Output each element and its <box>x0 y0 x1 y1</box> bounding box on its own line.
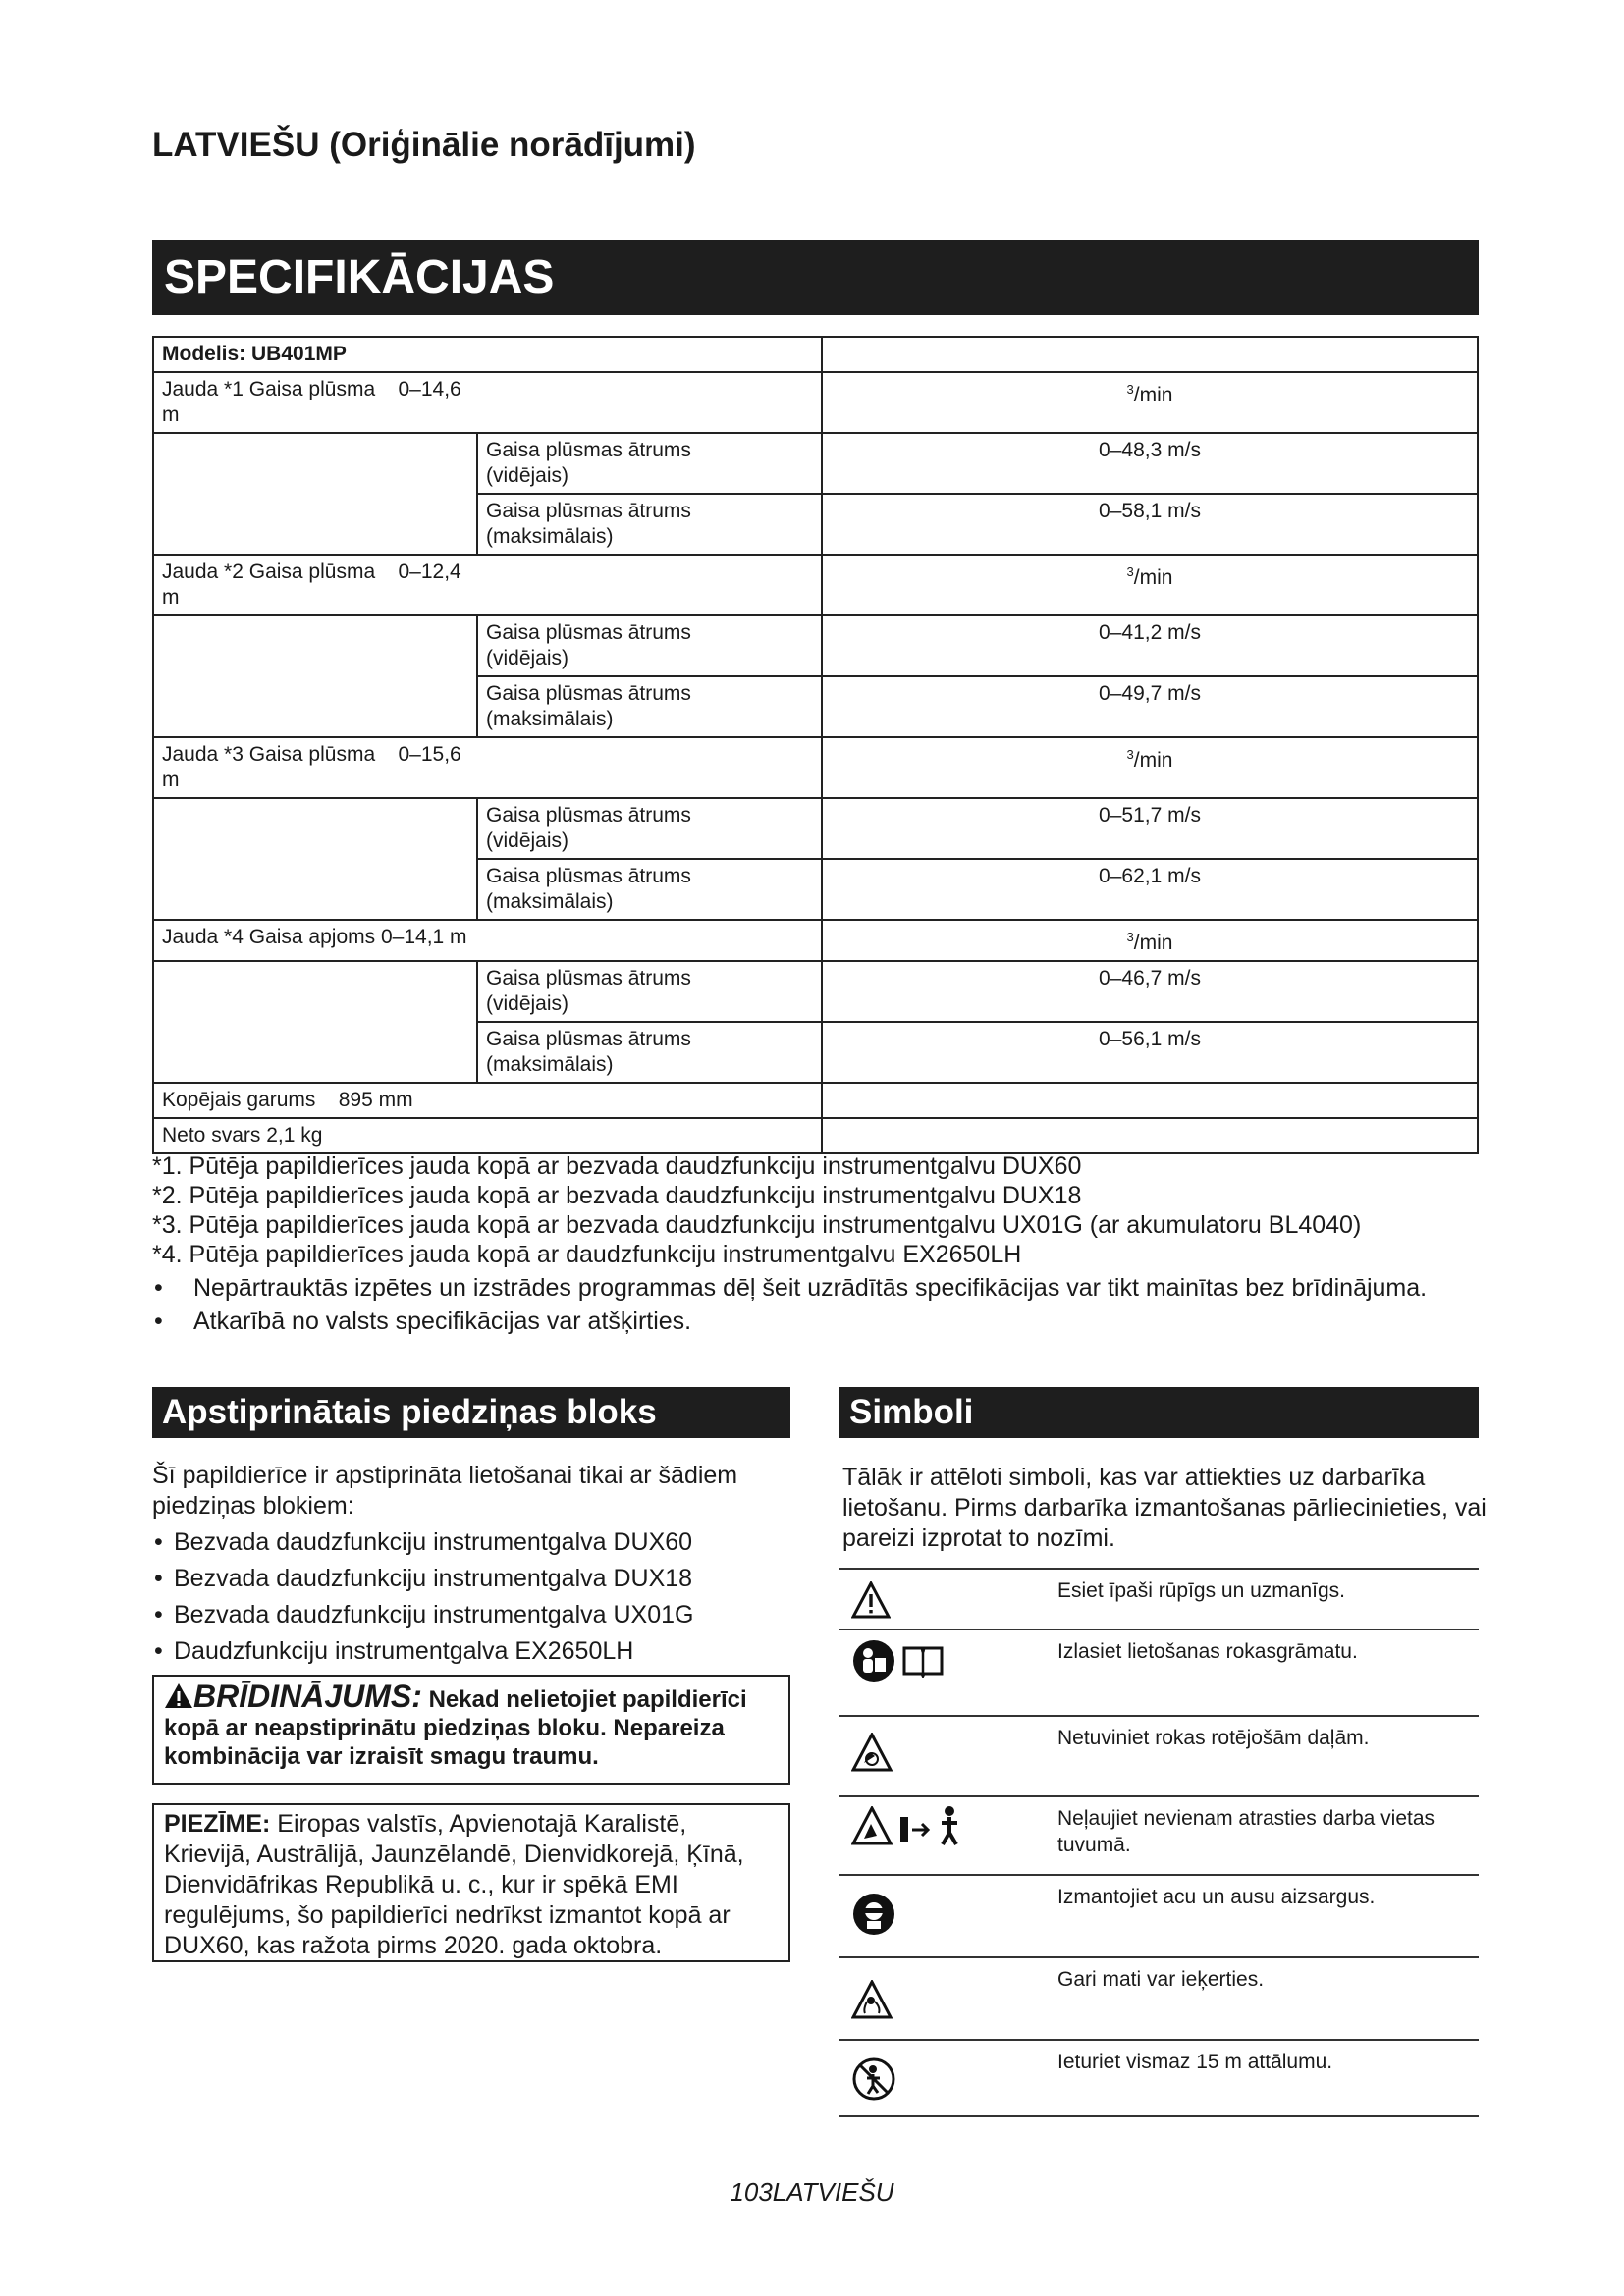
max-speed-value: 0–58,1 m/s <box>822 494 1478 555</box>
list-item: • Bezvada daudzfunkciju instrumentgalva UX01G <box>152 1600 790 1630</box>
max-speed-value: 0–62,1 m/s <box>822 859 1478 920</box>
approved-list <box>152 1527 790 1667</box>
max-speed-value: 0–49,7 m/s <box>822 676 1478 737</box>
flow-unit: $^3$/min <box>822 372 1478 433</box>
max-speed-value: 0–56,1 m/s <box>822 1022 1478 1083</box>
flow-unit: $^3$/min <box>822 555 1478 615</box>
flow-unit: $^3$/min <box>822 737 1478 798</box>
long-hair-icon <box>851 1980 893 2019</box>
list-item: • Bezvada daudzfunkciju instrumentgalva DUX60 <box>152 1527 790 1558</box>
warning-triangle-icon <box>851 1581 891 1619</box>
spec-notes <box>152 1151 1488 1340</box>
list-item: • Daudzfunkciju instrumentgalva EX2650LH <box>152 1636 790 1667</box>
table-row <box>153 920 1478 961</box>
symbol-description: Izlasiet lietošanas rokasgrāmatu. <box>1057 1629 1479 1716</box>
warning-triangle-icon <box>164 1682 193 1709</box>
table-row <box>839 1569 1479 1629</box>
table-row <box>839 2040 1479 2116</box>
note-box <box>152 1803 790 1962</box>
speed-label: Jauda *1 Gaisa plūsma 0–14,6 m <box>153 372 477 433</box>
eye-ear-protection-icon <box>851 1892 896 1937</box>
avg-speed-value: 0–41,2 m/s <box>822 615 1478 676</box>
max-speed-label: Gaisa plūsmas ātrums (maksimālais) <box>477 1022 822 1083</box>
avg-speed-value: 0–51,7 m/s <box>822 798 1478 859</box>
table-row <box>153 1083 1478 1118</box>
symbol-description: Izmantojiet acu un ausu aizsargus. <box>1057 1875 1479 1957</box>
model-label: Modelis: UB401MP <box>153 337 477 372</box>
footnote-1: *1. Pūtēja papildierīces jauda kopā ar bezvada daudzfunkciju instrumentgalvu DUX60 <box>152 1152 1082 1180</box>
avg-speed-label: Gaisa plūsmas ātrums (vidējais) <box>477 798 822 859</box>
list-item: • Bezvada daudzfunkciju instrumentgalva DUX18 <box>152 1564 790 1594</box>
footnote-4: *4. Pūtēja papildierīces jauda kopā ar daudzfunkciju instrumentgalvu EX2650LH <box>152 1241 1022 1268</box>
footnote-3: *3. Pūtēja papildierīces jauda kopā ar bezvada daudzfunkciju instrumentgalvu UX01G (ar akumulatoru BL4040) <box>152 1211 1362 1239</box>
table-row <box>839 1629 1479 1716</box>
note-text: Eiropas valstīs, Apvienotajā Karalistē, Krievijā, Austrālijā, Jaunzēlandē, Dienvidkorejā, Ķīnā, Dienvidāfrikas Republikā u. c., kur ir spēkā EMI regulējums, šo papildierīci nedrīkst izmantot kopā ar DUX60, kas ražota pirms 2020. gada oktobra. <box>164 1810 744 1959</box>
table-row <box>839 1957 1479 2040</box>
flow-unit: $^3$/min <box>822 920 1478 961</box>
symbol-description: Gari mati var ieķerties. <box>1057 1957 1479 2040</box>
avg-speed-label: Gaisa plūsmas ātrums (vidējais) <box>477 433 822 494</box>
bystander-warning-icon <box>851 1806 893 1845</box>
table-row <box>153 798 1478 859</box>
spec-bullets <box>152 1273 1488 1336</box>
note-heading: PIEZĪME: <box>164 1810 271 1838</box>
avg-speed-value: 0–46,7 m/s <box>822 961 1478 1022</box>
symbols-banner: Simboli <box>839 1387 1479 1438</box>
total-length: Kopējais garums 895 mm <box>153 1083 477 1118</box>
table-row <box>153 737 1478 798</box>
table-row <box>839 1796 1479 1875</box>
max-speed-label: Gaisa plūsmas ātrums (maksimālais) <box>477 859 822 920</box>
rotating-parts-icon <box>851 1733 893 1772</box>
approved-power-unit-banner: Apstiprinātais piedziņas bloks <box>152 1387 790 1438</box>
symbol-description: Netuviniet rokas rotējošām daļām. <box>1057 1716 1479 1796</box>
footnote-2: *2. Pūtēja papildierīces jauda kopā ar bezvada daudzfunkciju instrumentgalvu DUX18 <box>152 1182 1082 1209</box>
speed-label: Jauda *2 Gaisa plūsma 0–12,4 m <box>153 555 477 615</box>
table-row <box>153 1118 1478 1153</box>
symbol-description: Ieturiet vismaz 15 m attālumu. <box>1057 2040 1479 2116</box>
table-row <box>153 372 1478 433</box>
avg-speed-label: Gaisa plūsmas ātrums (vidējais) <box>477 615 822 676</box>
keep-distance-icon <box>851 2056 896 2102</box>
warning-box <box>152 1675 790 1785</box>
speed-label: Jauda *4 Gaisa apjoms 0–14,1 m <box>153 920 477 961</box>
symbols-table <box>839 1568 1479 2117</box>
table-row <box>153 433 1478 494</box>
max-speed-label: Gaisa plūsmas ātrums (maksimālais) <box>477 676 822 737</box>
manual-book-icon <box>902 1644 944 1678</box>
bystander-distance-icon <box>898 1805 967 1846</box>
page-footer: 103LATVIEŠU <box>730 2177 894 2207</box>
spec-table <box>152 336 1479 1154</box>
symbol-description: Esiet īpaši rūpīgs un uzmanīgs. <box>1057 1569 1479 1629</box>
max-speed-label: Gaisa plūsmas ātrums (maksimālais) <box>477 494 822 555</box>
avg-speed-label: Gaisa plūsmas ātrums (vidējais) <box>477 961 822 1022</box>
list-item: • Atkarībā no valsts specifikācijas var atšķirties. <box>152 1307 1488 1336</box>
warning-heading: BRĪDINĀJUMS: <box>193 1679 422 1714</box>
approved-intro: Šī papildierīce ir apstiprināta lietošanai tikai ar šādiem piedziņas blokiem: <box>152 1462 738 1520</box>
table-row <box>153 337 1478 372</box>
read-manual-icon <box>851 1638 896 1683</box>
table-row <box>839 1875 1479 1957</box>
table-row <box>153 615 1478 676</box>
specifications-banner: SPECIFIKĀCIJAS <box>152 240 1479 315</box>
list-item: • Nepārtrauktās izpētes un izstrādes programmas dēļ šeit uzrādītās specifikācijas var tikt mainītas bez brīdinājuma. <box>152 1273 1488 1303</box>
speed-label: Jauda *3 Gaisa plūsma 0–15,6 m <box>153 737 477 798</box>
net-weight: Neto svars 2,1 kg <box>153 1118 477 1153</box>
avg-speed-value: 0–48,3 m/s <box>822 433 1478 494</box>
table-row <box>153 961 1478 1022</box>
table-row <box>153 555 1478 615</box>
symbol-description: Neļaujiet nevienam atrasties darba vietas tuvumā. <box>1057 1796 1479 1875</box>
language-title: LATVIEŠU (Oriģinālie norādījumi) <box>152 126 696 164</box>
table-row <box>839 1716 1479 1796</box>
approved-section <box>152 1461 790 1673</box>
symbols-intro: Tālāk ir attēloti simboli, kas var attiekties uz darbarīka lietošanu. Pirms darbarīka izmantošanas pārliecinieties, vai pareizi izprotat to nozīmi. <box>842 1464 1487 1552</box>
warning-text: Nekad nelietojiet papildierīci kopā ar neapstiprinātu piedziņas bloku. Nepareiza kombinācija var izraisīt smagu traumu. <box>164 1686 747 1770</box>
